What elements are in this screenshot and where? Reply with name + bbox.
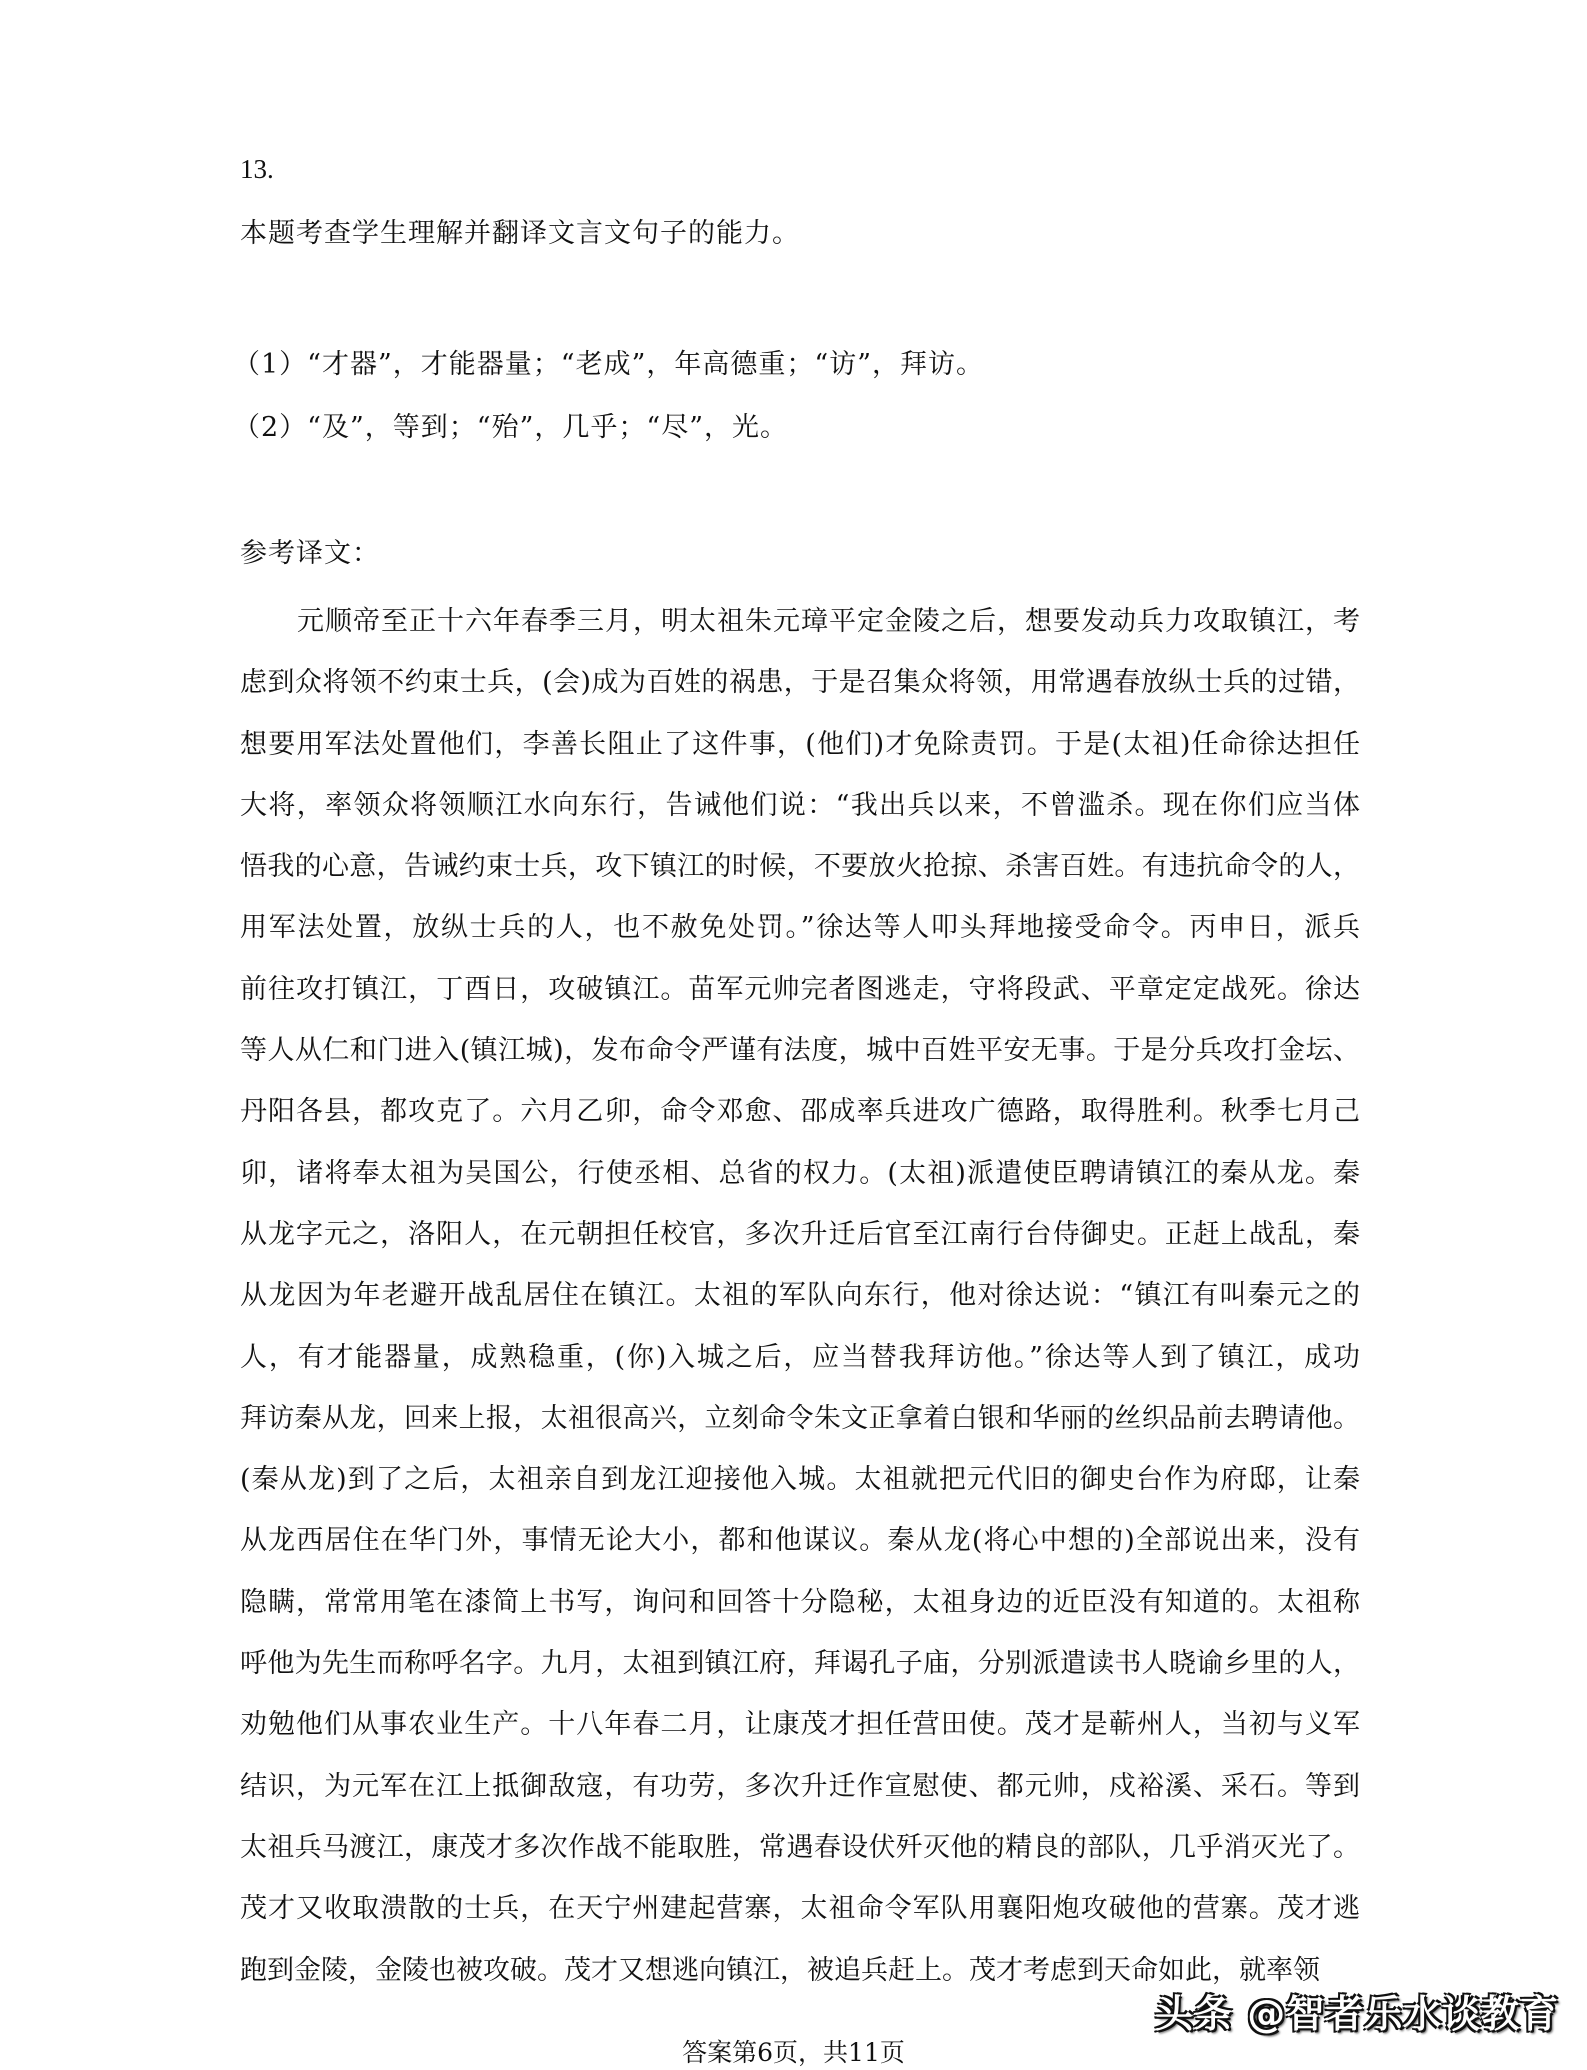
translation-line: 想要用军法处置他们，李善长阻止了这件事，(他们)才免除责罚。于是(太祖)任命徐达担任 [240,728,1360,760]
reference-translation-title: 参考译文： [240,538,380,569]
answer-item-1: （1）“才器”，才能器量；“老成”，年高德重；“访”，拜访。 [233,349,984,380]
question-intro: 本题考查学生理解并翻译文言文句子的能力。 [240,218,800,249]
translation-line: 等人从仁和门进入(镇江城)，发布命令严谨有法度，城中百姓平安无事。于是分兵攻打金坛、 [240,1035,1360,1067]
translation-line: 人，有才能器量，成熟稳重，(你)入城之后，应当替我拜访他。”徐达等人到了镇江，成功 [240,1341,1360,1373]
translation-line: 茂才又收取溃散的士兵，在天宁州建起营寨，太祖命令军队用襄阳炮攻破他的营寨。茂才逃 [240,1893,1360,1925]
translation-line: 元顺帝至正十六年春季三月，明太祖朱元璋平定金陵之后，想要发动兵力攻取镇江，考 [297,606,1360,637]
translation-line: 虑到众将领不约束士兵，(会)成为百姓的祸患，于是召集众将领，用常遇春放纵士兵的过错， [240,667,1360,699]
reference-translation-body [240,591,1360,2001]
translation-line: (秦从龙)到了之后，太祖亲自到龙江迎接他入城。太祖就把元代旧的御史台作为府邸，让秦 [240,1464,1360,1496]
translation-line: 从龙字元之，洛阳人，在元朝担任校官，多次升迁后官至江南行台侍御史。正赶上战乱，秦 [240,1218,1360,1250]
question-number: 13. [240,154,274,184]
page-footer: 答案第6页，共11页 [682,2038,905,2067]
translation-line: 大将，率领众将领顺江水向东行，告诫他们说：“我出兵以来，不曾滥杀。现在你们应当体 [240,789,1360,821]
translation-line: 结识，为元军在江上抵御敌寇，有功劳，多次升迁作宣慰使、都元帅，戍裕溪、采石。等到 [240,1770,1360,1802]
translation-line: 悟我的心意，告诫约束士兵，攻下镇江的时候，不要放火抢掠、杀害百姓。有违抗命令的人， [240,851,1360,883]
answer-item-2: （2）“及”，等到；“殆”，几乎；“尽”，光。 [233,412,788,443]
translation-line: 从龙西居住在华门外，事情无论大小，都和他谋议。秦从龙(将心中想的)全部说出来，没有 [240,1525,1360,1557]
watermark: 头条 @智者乐水谈教育 [1155,1992,1560,2036]
translation-line: 用军法处置，放纵士兵的人，也不赦免处罚。”徐达等人叩头拜地接受命令。丙申日，派兵 [240,912,1360,944]
translation-line: 呼他为先生而称呼名字。九月，太祖到镇江府，拜谒孔子庙，分别派遣读书人晓谕乡里的人， [240,1648,1360,1680]
translation-line: 从龙因为年老避开战乱居住在镇江。太祖的军队向东行，他对徐达说：“镇江有叫秦元之的 [240,1280,1360,1312]
translation-line: 丹阳各县，都攻克了。六月乙卯，命令邓愈、邵成率兵进攻广德路，取得胜利。秋季七月己 [240,1096,1360,1128]
translation-line: 隐瞒，常常用笔在漆简上书写，询问和回答十分隐秘，太祖身边的近臣没有知道的。太祖称 [240,1586,1360,1618]
translation-line: 跑到金陵，金陵也被攻破。茂才又想逃向镇江，被追兵赶上。茂才考虑到天命如此，就率领 [240,1954,1320,1986]
translation-line: 太祖兵马渡江，康茂才多次作战不能取胜，常遇春设伏歼灭他的精良的部队，几乎消灭光了。 [240,1831,1360,1863]
translation-line: 卯，诸将奉太祖为吴国公，行使丞相、总省的权力。(太祖)派遣使臣聘请镇江的秦从龙。秦 [240,1157,1360,1189]
translation-line: 前往攻打镇江，丁酉日，攻破镇江。苗军元帅完者图逃走，守将段武、平章定定战死。徐达 [240,973,1360,1005]
translation-line: 拜访秦从龙，回来上报，太祖很高兴，立刻命令朱文正拿着白银和华丽的丝织品前去聘请他。 [240,1402,1360,1434]
translation-line: 劝勉他们从事农业生产。十八年春二月，让康茂才担任营田使。茂才是蕲州人，当初与义军 [240,1709,1360,1741]
